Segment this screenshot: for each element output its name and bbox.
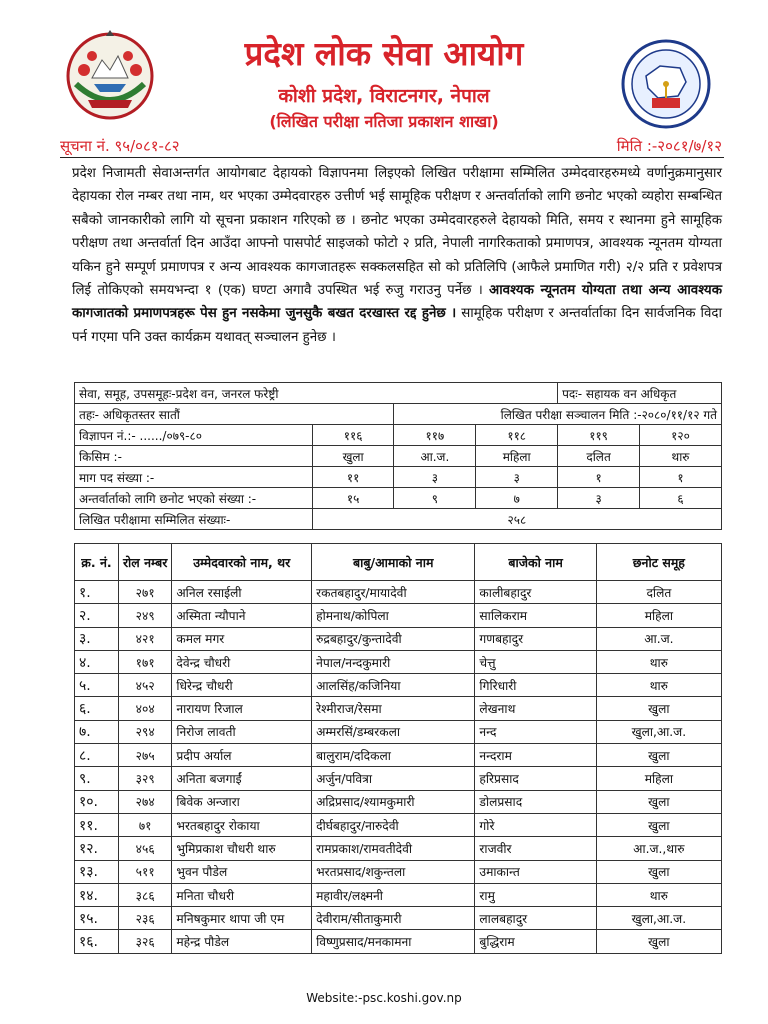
table-row (75, 581, 722, 604)
serial-cell: ५. (75, 674, 119, 697)
group-cell: दलित (596, 581, 721, 604)
group-cell: थारु (596, 650, 721, 673)
group-cell: आ.ज.,थारु (596, 837, 721, 860)
service-group: सेवा, समूह, उपसमूहः-प्रदेश वन, जनरल फरेष्ट्री (75, 383, 558, 404)
grandfather-name-cell: गोरे (475, 813, 596, 836)
selected-value: ३ (558, 488, 640, 509)
grandfather-name-cell: सालिकराम (475, 604, 596, 627)
advertisement-number: ११८ (476, 425, 558, 446)
roll-cell: २३६ (118, 907, 171, 930)
roll-cell: ३२९ (118, 767, 171, 790)
exam-date: लिखित परीक्षा सञ्चालन मिति :-२०८०/११/१२ गते (394, 404, 722, 425)
table-row (75, 650, 722, 673)
website-footer: Website:-psc.koshi.gov.np (306, 991, 462, 1005)
roll-cell: ४२१ (118, 627, 171, 650)
roll-cell: ३२६ (118, 930, 171, 953)
col-header-parents: बाबु/आमाको नाम (312, 544, 475, 581)
serial-cell: ६. (75, 697, 119, 720)
grandfather-name-cell: गणबहादुर (475, 627, 596, 650)
table-row (75, 604, 722, 627)
group-cell: महिला (596, 604, 721, 627)
meta-row-posts (75, 467, 722, 488)
group-cell: खुला (596, 697, 721, 720)
meta-row-participated (75, 509, 722, 530)
group-cell: आ.ज. (596, 627, 721, 650)
roll-cell: २७४ (118, 790, 171, 813)
group-cell: खुला,आ.ज. (596, 720, 721, 743)
advertisement-number: ११६ (312, 425, 394, 446)
grandfather-name-cell: राजवीर (475, 837, 596, 860)
roll-cell: ३८६ (118, 883, 171, 906)
roll-cell: २४९ (118, 604, 171, 627)
candidate-name-cell: नारायण रिजाल (172, 697, 312, 720)
serial-cell: ११. (75, 813, 119, 836)
parents-name-cell: रामप्रकाश/रामवतीदेवी (312, 837, 475, 860)
type-value: दलित (558, 446, 640, 467)
serial-cell: ८. (75, 744, 119, 767)
serial-cell: ७. (75, 720, 119, 743)
intro-text: प्रदेश निजामती सेवाअन्तर्गत आयोगबाट देहायको विज्ञापनमा लिइएको लिखित परीक्षामा सम्मिलित उम्मेदवारहरुमध्ये वर्णानुक्रमानुसार देहायका रोल नम्बर तथा नाम, थर भएका उम्मेदवारहरु उत्तीर्ण भई सामूहिक परीक्षण र अन्तर्वार्ताको लागि छनोट भएको व्यहोरा सम्बन्धित सबैको जानकारीको लागि यो सूचना प्रकाशन गरिएको छ । छनोट भएका उम्मेदवारहरुले देहायको मिति, समय र स्थानमा हुने सामूहिक परीक्षण तथा अन्तर्वार्ता दिन आउँदा आफ्नो पासपोर्ट साइजको फोटो २ प्रति, नेपाली नागरिकताको प्रमाणपत्र, आवश्यक न्यूनतम योग्यता यकिन हुने सम्पूर्ण प्रमाणपत्र र अन्य आवश्यक कागजातहरू सक्कलसहित सो को प्रतिलिपि (आफैले प्रमाणित गरी) २/२ प्रति र प्रवेशपत्र लिई तोकिएको समयभन्दा १ (एक) घण्टा अगावै उपस्थित भई रुजु गराउनु पर्नेछ । (72, 166, 722, 299)
type-value: थारु (640, 446, 722, 467)
advertisement-number: ११९ (558, 425, 640, 446)
roll-cell: ७१ (118, 813, 171, 836)
table-row (75, 720, 722, 743)
col-header-serial: क्र. नं. (75, 544, 119, 581)
roll-cell: ४०४ (118, 697, 171, 720)
parents-name-cell: अद्रिप्रसाद/श्यामकुमारी (312, 790, 475, 813)
grandfather-name-cell: उमाकान्त (475, 860, 596, 883)
participated-label: लिखित परीक्षामा सम्मिलित संख्याः- (75, 509, 313, 530)
parents-name-cell: दीर्घबहादुर/नारुदेवी (312, 813, 475, 836)
table-row (75, 674, 722, 697)
candidate-name-cell: निरोज लावती (172, 720, 312, 743)
roll-cell: ४५२ (118, 674, 171, 697)
results-body (75, 581, 722, 954)
page-header (0, 0, 768, 132)
table-row (75, 930, 722, 953)
parents-name-cell: रकतबहादुर/मायादेवी (312, 581, 475, 604)
meta-row-advertisement (75, 425, 722, 446)
posts-label: माग पद संख्या :- (75, 467, 313, 488)
grandfather-name-cell: रामु (475, 883, 596, 906)
posts-value: १ (558, 467, 640, 488)
table-row (75, 697, 722, 720)
candidate-name-cell: बिवेक अन्जारा (172, 790, 312, 813)
col-header-roll: रोल नम्बर (118, 544, 171, 581)
grandfather-name-cell: कालीबहादुर (475, 581, 596, 604)
group-cell: खुला (596, 860, 721, 883)
roll-cell: ४५६ (118, 837, 171, 860)
parents-name-cell: रेश्मीराज/रेसमा (312, 697, 475, 720)
selected-value: ९ (394, 488, 476, 509)
table-row (75, 813, 722, 836)
grandfather-name-cell: चेत्तु (475, 650, 596, 673)
results-header-row (75, 544, 722, 581)
notice-date: मिति :-२०८१/७/१२ (616, 137, 722, 155)
serial-cell: १४. (75, 883, 119, 906)
parents-name-cell: होमनाथ/कोपिला (312, 604, 475, 627)
parents-name-cell: रुद्रबहादुर/कुन्तादेवी (312, 627, 475, 650)
candidate-name-cell: मनिषकुमार थापा जी एम (172, 907, 312, 930)
selected-label: अन्तर्वार्ताको लागि छनोट भएको संख्या :- (75, 488, 313, 509)
table-row (75, 907, 722, 930)
grandfather-name-cell: लेखनाथ (475, 697, 596, 720)
col-header-name: उम्मेदवारको नाम, थर (172, 544, 312, 581)
group-cell: खुला (596, 930, 721, 953)
meta-row-type (75, 446, 722, 467)
participated-value: २५८ (312, 509, 721, 530)
meta-row-service (75, 383, 722, 404)
advertisement-number: १२० (640, 425, 722, 446)
group-cell: थारु (596, 674, 721, 697)
grandfather-name-cell: लालबहादुर (475, 907, 596, 930)
candidate-name-cell: भुवन पौडेल (172, 860, 312, 883)
parents-name-cell: महावीर/लक्ष्मनी (312, 883, 475, 906)
roll-cell: २७५ (118, 744, 171, 767)
parents-name-cell: विष्णुप्रसाद/मनकामना (312, 930, 475, 953)
roll-cell: ५११ (118, 860, 171, 883)
province-subtitle: कोशी प्रदेश, विराटनगर, नेपाल (278, 85, 490, 107)
candidate-name-cell: अनिल रसाईली (172, 581, 312, 604)
serial-cell: ९. (75, 767, 119, 790)
parents-name-cell: बालुराम/ददिकला (312, 744, 475, 767)
grandfather-name-cell: नन्दराम (475, 744, 596, 767)
grandfather-name-cell: डोलप्रसाद (475, 790, 596, 813)
table-row (75, 767, 722, 790)
commission-title: प्रदेश लोक सेवा आयोग (244, 34, 524, 73)
notice-paragraph (72, 162, 722, 349)
candidate-name-cell: मनिता चौधरी (172, 883, 312, 906)
type-value: महिला (476, 446, 558, 467)
posts-value: १ (640, 467, 722, 488)
roll-cell: २९४ (118, 720, 171, 743)
group-cell: खुला (596, 813, 721, 836)
serial-cell: १५. (75, 907, 119, 930)
roll-cell: २७१ (118, 581, 171, 604)
serial-cell: ४. (75, 650, 119, 673)
serial-cell: १६. (75, 930, 119, 953)
notice-number: सूचना नं. ९५/०८१-८२ (60, 137, 180, 155)
group-cell: खुला (596, 790, 721, 813)
posts-value: ३ (394, 467, 476, 488)
candidate-name-cell: देवेन्द्र चौधरी (172, 650, 312, 673)
table-row (75, 744, 722, 767)
serial-cell: २. (75, 604, 119, 627)
serial-cell: १. (75, 581, 119, 604)
candidate-name-cell: प्रदीप अर्याल (172, 744, 312, 767)
advertisement-label: विज्ञापन नं.:- ....../०७९-८० (75, 425, 313, 446)
divider (60, 157, 724, 158)
type-value: खुला (312, 446, 394, 467)
table-row (75, 883, 722, 906)
type-value: आ.ज. (394, 446, 476, 467)
posts-value: ३ (476, 467, 558, 488)
candidate-name-cell: भुमिप्रकाश चौधरी थारु (172, 837, 312, 860)
meta-row-level (75, 404, 722, 425)
table-row (75, 860, 722, 883)
table-row (75, 627, 722, 650)
group-cell: खुला (596, 744, 721, 767)
meta-row-selected (75, 488, 722, 509)
col-header-grandfather: बाजेको नाम (475, 544, 596, 581)
parents-name-cell: नेपाल/नन्दकुमारी (312, 650, 475, 673)
serial-cell: १३. (75, 860, 119, 883)
parents-name-cell: देवीराम/सीताकुमारी (312, 907, 475, 930)
candidate-name-cell: कमल मगर (172, 627, 312, 650)
commission-seal-icon (620, 38, 712, 130)
parents-name-cell: अर्जुन/पवित्रा (312, 767, 475, 790)
notice-row (60, 136, 722, 156)
candidate-name-cell: धिरेन्द्र चौधरी (172, 674, 312, 697)
candidate-name-cell: महेन्द्र पौडेल (172, 930, 312, 953)
selected-value: ६ (640, 488, 722, 509)
grandfather-name-cell: हरिप्रसाद (475, 767, 596, 790)
grandfather-name-cell: गिरिधारी (475, 674, 596, 697)
grandfather-name-cell: बुद्धिराम (475, 930, 596, 953)
intro-text-end: सामूहिक परीक्षण र अन्तर्वार्ताका दिन सार्वजनिक विदा पर्न गएमा पनि उक्त कार्यक्रम यथावत् सञ्चालन हुनेछ । (72, 306, 722, 345)
roll-cell: १७१ (118, 650, 171, 673)
grandfather-name-cell: नन्द (475, 720, 596, 743)
group-cell: महिला (596, 767, 721, 790)
group-cell: थारु (596, 883, 721, 906)
serial-cell: ३. (75, 627, 119, 650)
intro-bold-text: आवश्यक न्यूनतम योग्यता तथा अन्य आवश्यक कागजातको प्रमाणपत्रहरू पेस हुन नसकेमा जुनसुकै बखत दरखास्त रद्द हुनेछ । (72, 283, 722, 322)
type-label: किसिम :- (75, 446, 313, 467)
branch-subtitle: (लिखित परीक्षा नतिजा प्रकाशन शाखा) (269, 112, 499, 131)
post-level: तहः- अधिकृतस्तर सातौं (75, 404, 394, 425)
serial-cell: १२. (75, 837, 119, 860)
exam-meta-table (74, 382, 722, 530)
table-row (75, 837, 722, 860)
serial-cell: १०. (75, 790, 119, 813)
selected-value: १५ (312, 488, 394, 509)
results-table (74, 543, 722, 954)
parents-name-cell: आलसिंह/कजिनिया (312, 674, 475, 697)
candidate-name-cell: भरतबहादुर रोकाया (172, 813, 312, 836)
parents-name-cell: अम्मरसिं/डम्बरकला (312, 720, 475, 743)
posts-value: ११ (312, 467, 394, 488)
col-header-group: छनोट समूह (596, 544, 721, 581)
post-name: पदः- सहायक वन अधिकृत (558, 383, 722, 404)
candidate-name-cell: अनिता बजगाईं (172, 767, 312, 790)
candidate-name-cell: अस्मिता न्यौपाने (172, 604, 312, 627)
parents-name-cell: भरतप्रसाद/शकुन्तला (312, 860, 475, 883)
selected-value: ७ (476, 488, 558, 509)
table-row (75, 790, 722, 813)
advertisement-number: ११७ (394, 425, 476, 446)
group-cell: खुला,आ.ज. (596, 907, 721, 930)
